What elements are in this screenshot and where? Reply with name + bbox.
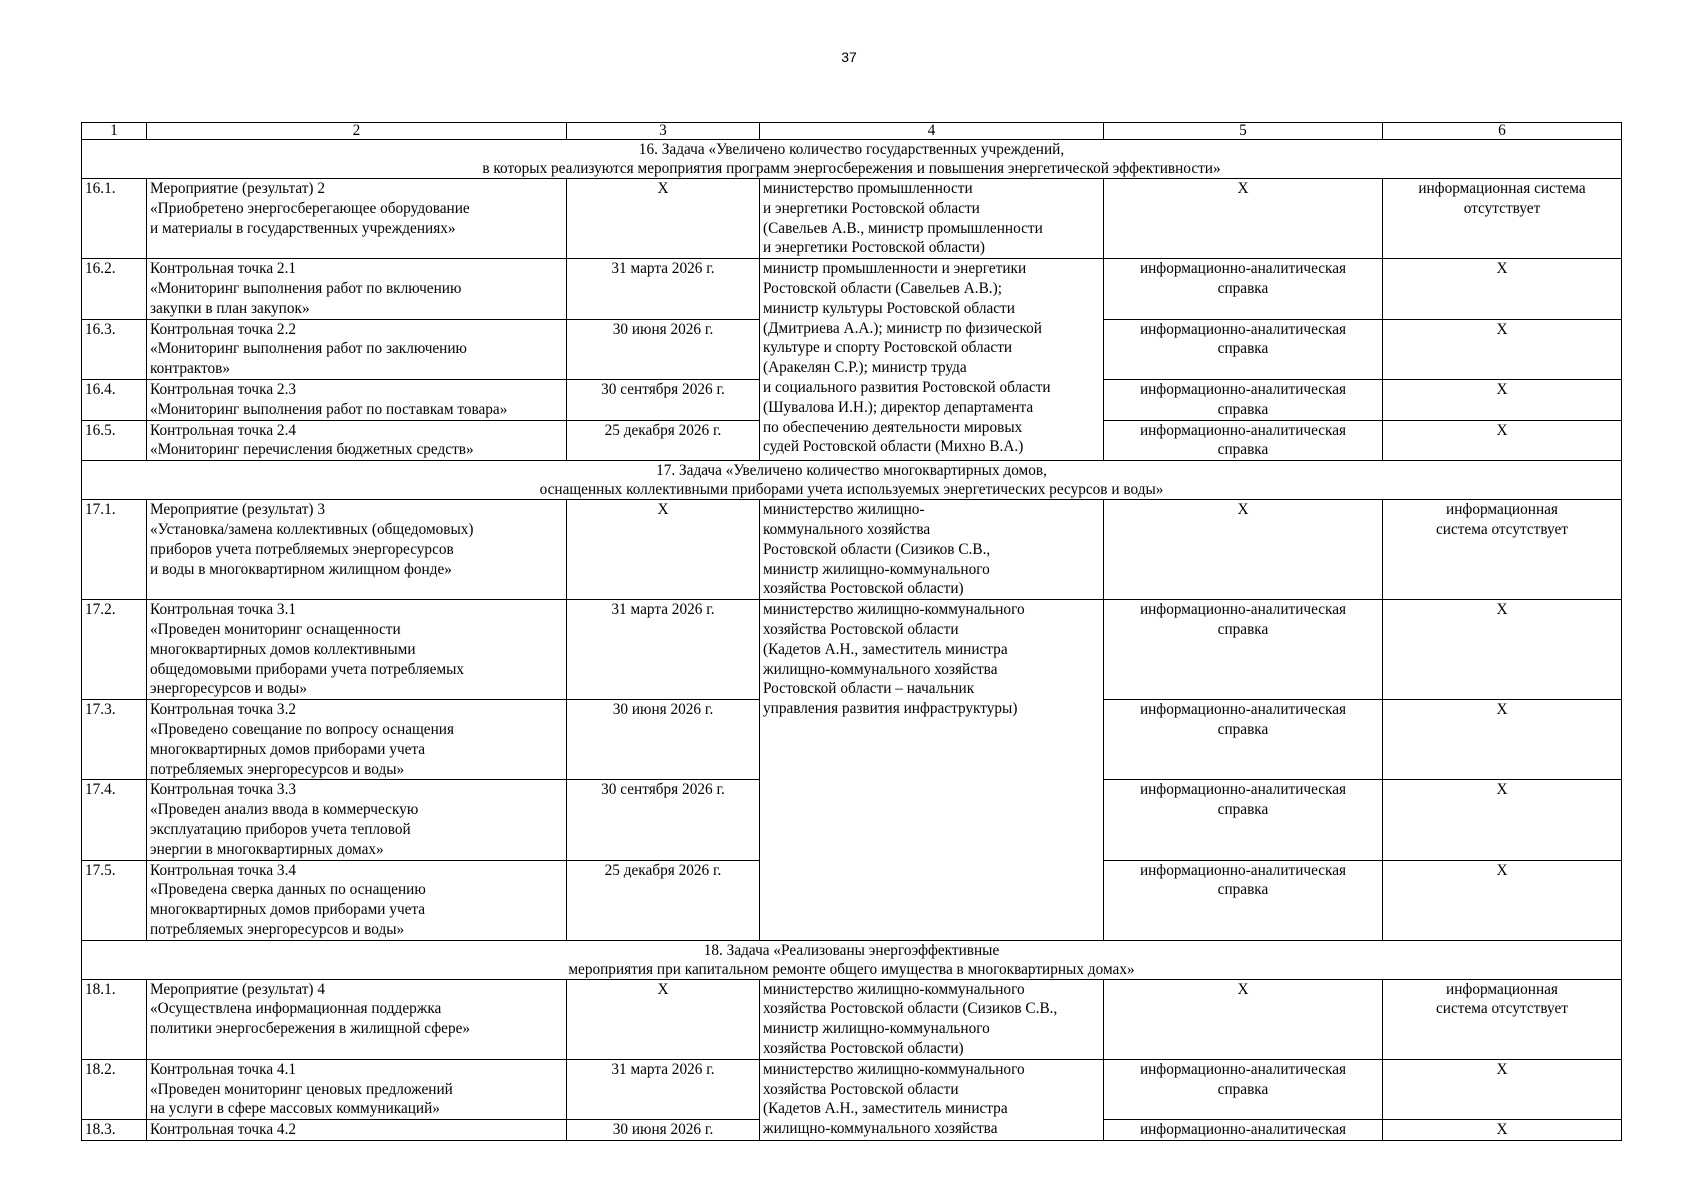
- event-name: Контрольная точка 2.2 «Мониторинг выполнения работ по заключению контрактов»: [147, 319, 567, 379]
- info-system: X: [1383, 259, 1622, 319]
- column-number-1: 1: [82, 123, 147, 140]
- shared-responsible: министерство жилищно-коммунального хозяйства Ростовской области (Кадетов А.Н., заместитель министра жилищно-коммунального хозяйства Ростовской области – начальник управления развития инфраструктуры): [760, 600, 1104, 941]
- row-number: 17.4.: [82, 780, 147, 860]
- deadline: 25 декабря 2026 г.: [567, 860, 760, 940]
- task-17-title: 17. Задача «Увеличено количество многоквартирных домов, оснащенных коллективными приборами учета используемых энергетических ресурсов и воды»: [82, 461, 1622, 500]
- document-type: информационно-аналитическая: [1104, 1120, 1383, 1141]
- row-number: 16.5.: [82, 420, 147, 461]
- info-system: X: [1383, 600, 1622, 700]
- header-row: [82, 123, 1622, 140]
- row-number: 18.2.: [82, 1059, 147, 1119]
- document-type: информационно-аналитическая справка: [1104, 259, 1383, 319]
- shared-responsible: министерство жилищно-коммунального хозяйства Ростовской области (Кадетов А.Н., заместитель министра жилищно-коммунального хозяйства: [760, 1059, 1104, 1140]
- column-number-4: 4: [760, 123, 1104, 140]
- row-number: 16.4.: [82, 379, 147, 420]
- info-system: X: [1383, 860, 1622, 940]
- deadline: 31 марта 2026 г.: [567, 600, 760, 700]
- document-type: X: [1104, 979, 1383, 1059]
- event-name: Контрольная точка 3.1 «Проведен мониторинг оснащенности многоквартирных домов коллективными общедомовыми приборами учета потребляемых энергоресурсов и воды»: [147, 600, 567, 700]
- event-name: Мероприятие (результат) 2 «Приобретено энергосберегающее оборудование и материалы в государственных учреждениях»: [147, 179, 567, 259]
- document-type: X: [1104, 500, 1383, 600]
- table-row: [82, 259, 1622, 319]
- info-system: X: [1383, 1120, 1622, 1141]
- deadline: X: [567, 179, 760, 259]
- row-number: 17.2.: [82, 600, 147, 700]
- deadline: 30 июня 2026 г.: [567, 1120, 760, 1141]
- info-system: X: [1383, 780, 1622, 860]
- deadline: X: [567, 500, 760, 600]
- info-system: X: [1383, 420, 1622, 461]
- document-type: информационно-аналитическая справка: [1104, 319, 1383, 379]
- deadline: X: [567, 979, 760, 1059]
- deadline: 25 декабря 2026 г.: [567, 420, 760, 461]
- table-row: [82, 1059, 1622, 1119]
- event-name: Контрольная точка 4.1 «Проведен мониторинг ценовых предложений на услуги в сфере массовых коммуникаций»: [147, 1059, 567, 1119]
- task-18-row: [82, 940, 1622, 979]
- deadline: 30 сентября 2026 г.: [567, 379, 760, 420]
- info-system: X: [1383, 1059, 1622, 1119]
- row-number: 17.1.: [82, 500, 147, 600]
- task-16-title: 16. Задача «Увеличено количество государственных учреждений, в которых реализуются мероприятия программ энергосбережения и повышения энергетической эффективности»: [82, 140, 1622, 179]
- deadline: 31 марта 2026 г.: [567, 1059, 760, 1119]
- row-number: 16.2.: [82, 259, 147, 319]
- info-system: информационная система отсутствует: [1383, 500, 1622, 600]
- page-number: 37: [841, 49, 857, 65]
- column-number-2: 2: [147, 123, 567, 140]
- deadline: 31 марта 2026 г.: [567, 259, 760, 319]
- deadline: 30 июня 2026 г.: [567, 319, 760, 379]
- shared-responsible: министр промышленности и энергетики Ростовской области (Савельев А.В.); министр культуры Ростовской области (Дмитриева А.А.); министр по физической культуре и спорту Ростовской области (Аракелян С.Р.); министр труда и социального развития Ростовской области (Шувалова И.Н.); директор департамента по обеспечению деятельности мировых судей Ростовской области (Михно В.А.): [760, 259, 1104, 461]
- info-system: X: [1383, 319, 1622, 379]
- info-system: X: [1383, 700, 1622, 780]
- responsible: министерство жилищно-коммунального хозяйства Ростовской области (Сизиков С.В., министр жилищно-коммунального хозяйства Ростовской области): [760, 979, 1104, 1059]
- document-type: информационно-аналитическая справка: [1104, 700, 1383, 780]
- info-system: информационная система отсутствует: [1383, 179, 1622, 259]
- column-number-6: 6: [1383, 123, 1622, 140]
- event-name: Контрольная точка 2.1 «Мониторинг выполнения работ по включению закупки в план закупок»: [147, 259, 567, 319]
- task-18-title: 18. Задача «Реализованы энергоэффективные мероприятия при капитальном ремонте общего имущества в многоквартирных домах»: [82, 940, 1622, 979]
- info-system: X: [1383, 379, 1622, 420]
- document-type: информационно-аналитическая справка: [1104, 860, 1383, 940]
- row-number: 17.3.: [82, 700, 147, 780]
- event-name: Контрольная точка 3.4 «Проведена сверка данных по оснащению многоквартирных домов приборами учета потребляемых энергоресурсов и воды»: [147, 860, 567, 940]
- column-number-5: 5: [1104, 123, 1383, 140]
- event-name: Контрольная точка 4.2: [147, 1120, 567, 1141]
- task-16-row: [82, 140, 1622, 179]
- event-name: Контрольная точка 3.2 «Проведено совещание по вопросу оснащения многоквартирных домов приборами учета потребляемых энергоресурсов и воды»: [147, 700, 567, 780]
- document-type: X: [1104, 179, 1383, 259]
- document-type: информационно-аналитическая справка: [1104, 1059, 1383, 1119]
- document-type: информационно-аналитическая справка: [1104, 780, 1383, 860]
- task-17-row: [82, 461, 1622, 500]
- row-number: 16.3.: [82, 319, 147, 379]
- responsible: министерство жилищно- коммунального хозяйства Ростовской области (Сизиков С.В., министр жилищно-коммунального хозяйства Ростовской области): [760, 500, 1104, 600]
- responsible: министерство промышленности и энергетики Ростовской области (Савельев А.В., министр промышленности и энергетики Ростовской области): [760, 179, 1104, 259]
- event-name: Контрольная точка 2.4 «Мониторинг перечисления бюджетных средств»: [147, 420, 567, 461]
- info-system: информационная система отсутствует: [1383, 979, 1622, 1059]
- table-row: [82, 179, 1622, 259]
- table-row: [82, 600, 1622, 700]
- column-number-3: 3: [567, 123, 760, 140]
- document-type: информационно-аналитическая справка: [1104, 420, 1383, 461]
- table-row: [82, 979, 1622, 1059]
- event-name: Мероприятие (результат) 4 «Осуществлена информационная поддержка политики энергосбережения в жилищной сфере»: [147, 979, 567, 1059]
- row-number: 16.1.: [82, 179, 147, 259]
- document-type: информационно-аналитическая справка: [1104, 379, 1383, 420]
- row-number: 18.1.: [82, 979, 147, 1059]
- row-number: 17.5.: [82, 860, 147, 940]
- deadline: 30 июня 2026 г.: [567, 700, 760, 780]
- event-name: Контрольная точка 3.3 «Проведен анализ ввода в коммерческую эксплуатацию приборов учета тепловой энергии в многоквартирных домах»: [147, 780, 567, 860]
- table-row: [82, 500, 1622, 600]
- event-name: Контрольная точка 2.3 «Мониторинг выполнения работ по поставкам товара»: [147, 379, 567, 420]
- document-type: информационно-аналитическая справка: [1104, 600, 1383, 700]
- event-name: Мероприятие (результат) 3 «Установка/замена коллективных (общедомовых) приборов учета потребляемых энергоресурсов и воды в многоквартирном жилищном фонде»: [147, 500, 567, 600]
- deadline: 30 сентября 2026 г.: [567, 780, 760, 860]
- plan-table: [81, 122, 1622, 1141]
- row-number: 18.3.: [82, 1120, 147, 1141]
